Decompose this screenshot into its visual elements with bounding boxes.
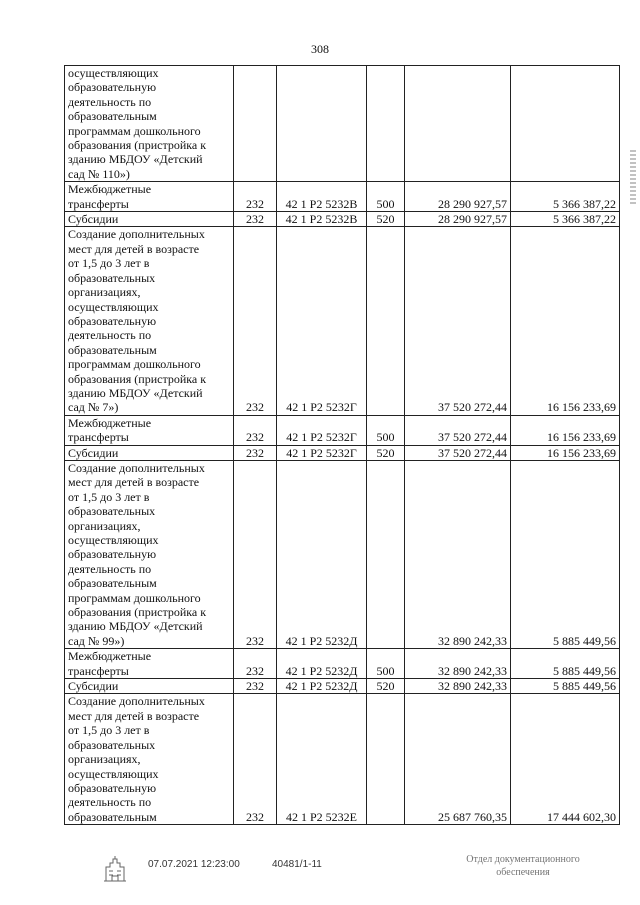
row-type-cell [367,460,405,648]
page-number: 308 [311,42,329,56]
row-amount-1-cell: 32 890 242,33 [405,649,511,679]
table-row [65,227,620,415]
row-target-cell [277,66,367,182]
row-amount-1-cell: 37 520 272,44 [405,445,511,460]
row-target-cell: 42 1 P2 5232Д [277,460,367,648]
row-type-cell [367,694,405,825]
row-name-cell: Создание дополнительных мест для детей в возрасте от 1,5 до 3 лет в образовательных организациях, осуществляющих образовательную деятельность по образовательным программам дошкольного образования (пристройка к зданию МБДОУ «Детский сад № 99») [65,460,234,648]
row-code-cell: 232 [234,445,277,460]
row-type-cell: 520 [367,679,405,694]
row-amount-1-cell: 25 687 760,35 [405,694,511,825]
budget-table-body [65,66,620,825]
row-amount-1-cell: 32 890 242,33 [405,679,511,694]
row-amount-2-cell: 16 156 233,69 [511,415,620,445]
table-row [65,66,620,182]
row-name-cell: осуществляющих образовательную деятельность по образовательным программам дошкольного образования (пристройка к зданию МБДОУ «Детский сад № 110») [65,66,234,182]
table-row [65,415,620,445]
row-name-cell: Субсидии [65,679,234,694]
row-target-cell: 42 1 P2 5232Д [277,679,367,694]
row-amount-1-cell: 37 520 272,44 [405,227,511,415]
row-code-cell [234,66,277,182]
row-amount-1-cell: 32 890 242,33 [405,460,511,648]
row-target-cell: 42 1 P2 5232Д [277,649,367,679]
row-target-cell: 42 1 P2 5232В [277,212,367,227]
row-type-cell: 520 [367,445,405,460]
row-amount-2-cell: 5 885 449,56 [511,649,620,679]
table-row [65,212,620,227]
row-target-cell: 42 1 P2 5232Е [277,694,367,825]
footer-timestamp: 07.07.2021 12:23:00 [148,859,240,870]
row-amount-1-cell: 28 290 927,57 [405,212,511,227]
row-amount-2-cell [511,66,620,182]
row-target-cell: 42 1 P2 5232В [277,182,367,212]
department-stamp [448,853,598,879]
row-type-cell: 500 [367,649,405,679]
row-amount-2-cell: 17 444 602,30 [511,694,620,825]
row-amount-1-cell: 28 290 927,57 [405,182,511,212]
row-amount-2-cell: 5 366 387,22 [511,212,620,227]
table-row [65,460,620,648]
stamp-line-1: Отдел документационного [466,854,580,865]
scan-edge-mark [630,150,636,205]
table-row [65,694,620,825]
table-row [65,649,620,679]
row-code-cell: 232 [234,649,277,679]
row-name-cell: Межбюджетные трансферты [65,182,234,212]
row-type-cell [367,66,405,182]
row-amount-2-cell: 5 366 387,22 [511,182,620,212]
row-target-cell: 42 1 P2 5232Г [277,227,367,415]
row-amount-2-cell: 5 885 449,56 [511,679,620,694]
coat-of-arms-icon [98,852,132,886]
stamp-line-2: обеспечения [496,867,550,878]
row-code-cell: 232 [234,227,277,415]
footer-doc-number: 40481/1-11 [272,859,322,870]
row-code-cell: 232 [234,415,277,445]
row-type-cell: 500 [367,415,405,445]
row-type-cell: 500 [367,182,405,212]
row-type-cell [367,227,405,415]
row-name-cell: Субсидии [65,445,234,460]
budget-table [64,65,620,825]
row-code-cell: 232 [234,212,277,227]
row-amount-2-cell: 16 156 233,69 [511,445,620,460]
row-name-cell: Создание дополнительных мест для детей в возрасте от 1,5 до 3 лет в образовательных организациях, осуществляющих образовательную деятельность по образовательным программам дошкольного образования (пристройка к зданию МБДОУ «Детский сад № 7») [65,227,234,415]
row-type-cell: 520 [367,212,405,227]
row-amount-2-cell: 5 885 449,56 [511,460,620,648]
row-name-cell: Межбюджетные трансферты [65,649,234,679]
row-name-cell: Межбюджетные трансферты [65,415,234,445]
row-name-cell: Субсидии [65,212,234,227]
table-row [65,679,620,694]
row-code-cell: 232 [234,679,277,694]
row-code-cell: 232 [234,182,277,212]
table-row [65,182,620,212]
row-name-cell: Создание дополнительных мест для детей в возрасте от 1,5 до 3 лет в образовательных организациях, осуществляющих образовательную деятельность по образовательным [65,694,234,825]
row-target-cell: 42 1 P2 5232Г [277,415,367,445]
row-amount-2-cell: 16 156 233,69 [511,227,620,415]
row-target-cell: 42 1 P2 5232Г [277,445,367,460]
table-row [65,445,620,460]
row-code-cell: 232 [234,694,277,825]
row-amount-1-cell [405,66,511,182]
row-code-cell: 232 [234,460,277,648]
row-amount-1-cell: 37 520 272,44 [405,415,511,445]
